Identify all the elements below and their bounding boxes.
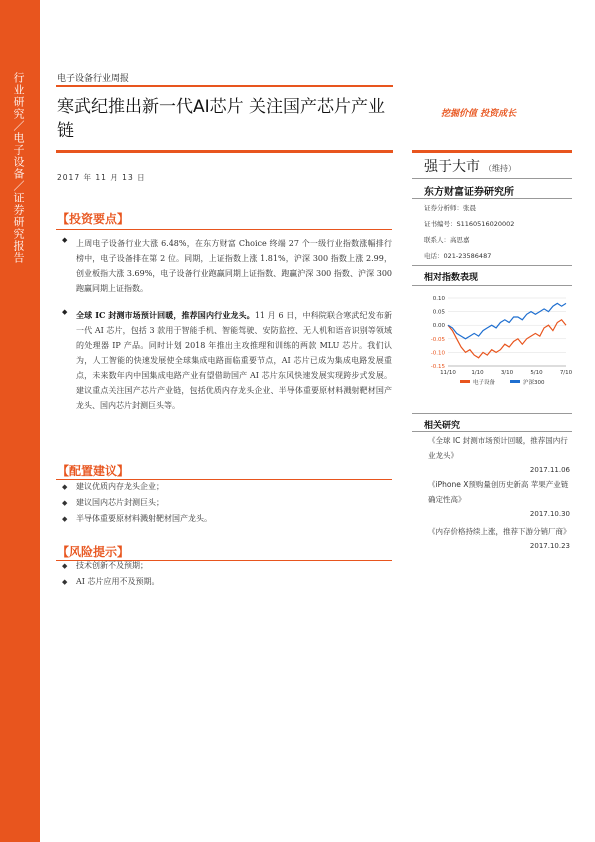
related-divider [412, 431, 572, 432]
investment-text-2 [76, 308, 392, 413]
right-rule [412, 150, 572, 153]
investment-bullet-1 [62, 236, 392, 296]
rating-sub: （维持） [484, 164, 516, 173]
diamond-bullet-icon: ◆ [62, 483, 68, 491]
investment-heading: 【投资要点】 [57, 212, 130, 226]
investment-text-1: 上周电子设备行业大涨 6.48%，在东方财富 Choice 终端 27 个一级行业指数涨幅排行榜中，电子设备排在第 2 位。同期，上证指数上涨 1.81%，沪深 300 指数上涨 2.99，创业板指大涨 3.69%，电子设备行业跑赢同期上证指数、跑赢沪深 300 指数、沪深 300 跑赢同期上证指数。 [76, 239, 392, 293]
investment-bold-lead: 全球 IC 封测市场预计回暖，推荐国内行业龙头。 [76, 310, 255, 320]
report-date: 2017 年 11 月 13 日 [57, 173, 146, 182]
risk-list [62, 558, 392, 590]
institute-divider [412, 198, 572, 199]
y-tick-label: -0.05 [430, 336, 445, 343]
rating-label: 强于大市 [424, 159, 480, 175]
title-rule [56, 150, 393, 153]
risk-heading: 【风险提示】 [57, 545, 130, 559]
investment-rule [56, 229, 392, 230]
y-tick-label: -0.10 [430, 350, 445, 357]
related-top-divider [412, 413, 572, 414]
list-item: ◆ 技术创新不及预期； [62, 558, 392, 574]
header-rule [56, 85, 393, 87]
legend-swatch [510, 380, 520, 383]
contact-line: 联系人：高思嘉 [424, 236, 470, 244]
phone-line: 电话：021-23586487 [424, 252, 492, 260]
investment-bullet-2 [62, 308, 392, 413]
rating [424, 156, 516, 176]
related-item[interactable] [428, 524, 570, 554]
related-date: 2017.10.23 [529, 542, 570, 550]
x-tick-label: 3/10 [500, 370, 514, 376]
analyst-line: 证券分析师：张晨 [424, 204, 476, 212]
diamond-bullet-icon: ◆ [62, 236, 68, 244]
sidebar-category-text: 行业研究／电子设备／证券研究报告 [12, 72, 25, 264]
diamond-bullet-icon: ◆ [62, 578, 68, 586]
related-title[interactable]: 《全球 IC 封测市场预计回暖，推荐国内行业龙头》 [428, 436, 568, 460]
diamond-bullet-icon: ◆ [62, 499, 68, 507]
list-item: ◆ 半导体重要原材料溅射靶材国产龙头。 [62, 511, 392, 527]
related-item[interactable] [428, 433, 570, 478]
perf-divider [412, 285, 572, 286]
series-line-hs300 [448, 303, 566, 338]
legend-label: 沪深300 [523, 380, 545, 386]
rating-divider [412, 178, 572, 179]
related-heading: 相关研究 [424, 421, 461, 431]
page-title: 寒武纪推出新一代AI芯片 关注国产芯片产业链 [57, 97, 386, 141]
diamond-bullet-icon: ◆ [62, 308, 68, 316]
sidebar-band [0, 0, 40, 842]
related-date: 2017.11.06 [529, 466, 570, 474]
related-title[interactable]: 《iPhone X预购量创历史新高 苹果产业链确定性高》 [428, 480, 569, 504]
x-tick-label: 11/10 [440, 370, 456, 376]
related-date: 2017.10.30 [529, 510, 570, 518]
list-item: ◆ 建议优质内存龙头企业； [62, 479, 392, 495]
y-tick-label: 0.00 [432, 323, 445, 330]
cert-line: 证书编号：S1160516020002 [424, 220, 515, 228]
y-tick-label: 0.05 [432, 309, 445, 316]
report-type: 电子设备行业周报 [57, 74, 130, 84]
allocation-heading: 【配置建议】 [57, 464, 130, 478]
allocation-list [62, 479, 392, 527]
list-item: ◆ AI 芯片应用不及预期。 [62, 574, 392, 590]
perf-heading: 相对指数表现 [424, 273, 479, 283]
x-tick-label: 7/10 [559, 370, 572, 376]
diamond-bullet-icon: ◆ [62, 562, 68, 570]
perf-top-divider [412, 265, 572, 266]
related-item[interactable] [428, 477, 570, 522]
investment-body-2: 11 月 6 日，中科院联合寒武纪发布新一代 AI 芯片，包括 3 款用于智能手机、智能驾驶、安防监控、无人机和语音识别等领域的处理器 IP 产品。同时计划 2018 年推出主攻推理和训练的两款 MLU 芯片。我们认为，人工智能的快速发展使全球集成电路面临重要节点，AI 芯片已成为集成电路发展重点，未来数年内中国集成电路产业有望借助国产 AI 芯片东风快速发展实现跨步式发展。建议重点关注国产芯片产业链，包括优质内存龙头企业、半导体重要原材料溅射靶材国产龙头、国内芯片封测巨头等。 [76, 311, 392, 410]
x-tick-label: 1/10 [471, 370, 484, 376]
relative-performance-chart [420, 292, 572, 392]
slogan: 挖掘价值 投资成长 [441, 109, 517, 119]
related-title[interactable]: 《内存价格持续上涨，推荐下游分销厂商》 [428, 527, 571, 536]
list-item: ◆ 建议国内芯片封测巨头； [62, 495, 392, 511]
institute-name: 东方财富证券研究所 [424, 187, 514, 198]
legend-swatch [460, 380, 470, 383]
x-tick-label: 5/10 [530, 370, 543, 376]
legend-label: 电子设备 [473, 380, 496, 386]
y-tick-label: -0.15 [430, 364, 445, 370]
diamond-bullet-icon: ◆ [62, 515, 68, 523]
y-tick-label: 0.10 [432, 296, 445, 302]
